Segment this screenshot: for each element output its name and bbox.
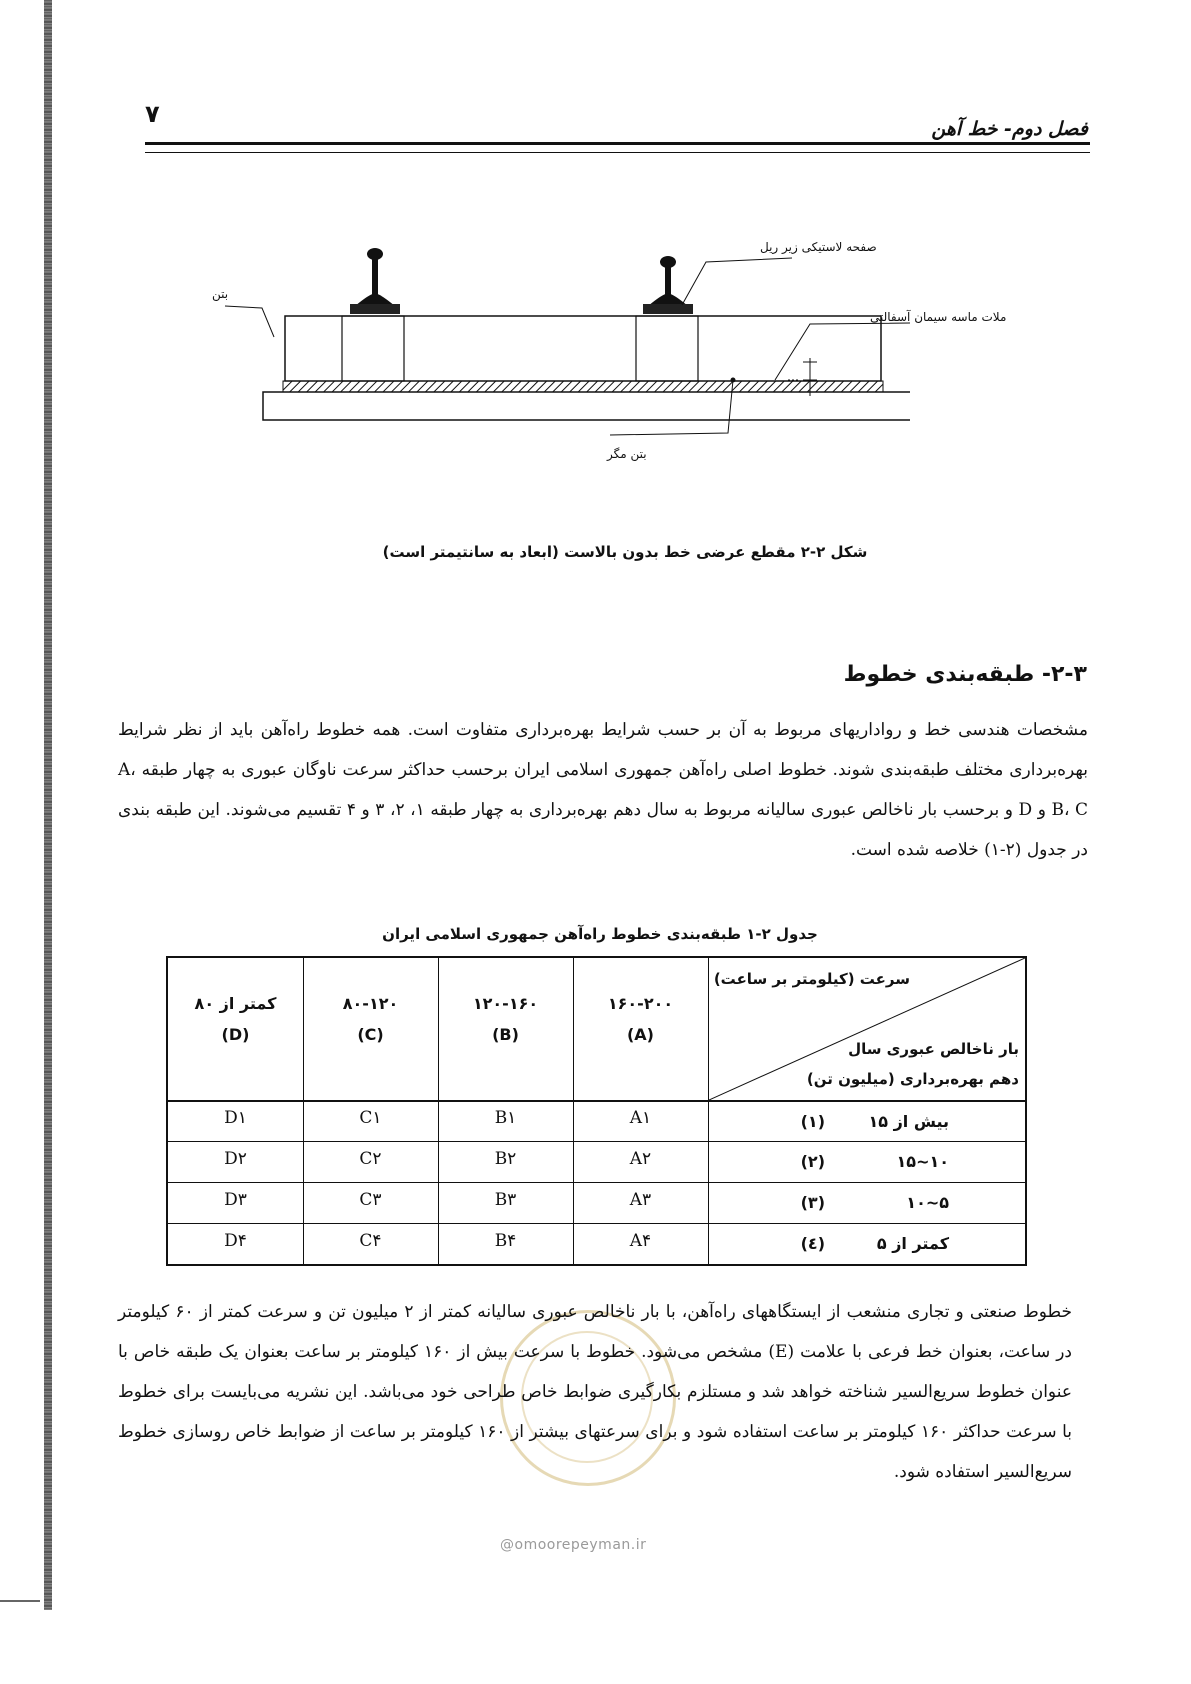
class-cell-d1: D۱ — [224, 1108, 247, 1128]
site-watermark: @omoorepeyman.ir — [500, 1537, 647, 1553]
header-rule — [145, 142, 1090, 145]
speed-header-a: ۱۶۰-۲۰۰ (A) — [607, 994, 674, 1044]
chapter-title: فصل دوم- خط آهن — [931, 118, 1088, 140]
class-cell-a4: A۴ — [629, 1231, 652, 1251]
class-cell-c1: C۱ — [359, 1108, 382, 1128]
load-index-3: (۳) — [800, 1193, 825, 1212]
load-index-4: (٤) — [800, 1234, 825, 1253]
scan-edge-mark — [0, 1600, 40, 1602]
label-asphalt-mortar: ملات ماسه سیمان آسفالتی — [870, 310, 1007, 324]
class-cell-a1: A۱ — [629, 1108, 652, 1128]
header-rule-thin — [145, 152, 1090, 153]
label-rubber-pad: صفحه لاستیکی زیر ریل — [760, 240, 877, 254]
table-caption: جدول ۲-۱ طبقه‌بندی خطوط راه‌آهن جمهوری اسلامی ایران — [382, 925, 818, 943]
class-cell-c3: C۳ — [359, 1190, 382, 1210]
label-concrete: بتن — [212, 287, 229, 301]
class-cell-c2: C۲ — [359, 1149, 382, 1169]
class-cell-b1: B۱ — [494, 1108, 517, 1128]
load-range-4: کمتر از ۵ — [876, 1234, 949, 1253]
class-cell-b3: B۳ — [494, 1190, 517, 1210]
corner-load-label-2: دهم بهره‌برداری (میلیون تن) — [806, 1070, 1019, 1088]
load-index-2: (۲) — [800, 1152, 825, 1171]
page-number: ۷ — [145, 100, 160, 128]
class-cell-a3: A۳ — [629, 1190, 652, 1210]
class-cell-d4: D۴ — [224, 1231, 247, 1251]
classification-table — [166, 956, 1027, 1266]
concrete-slab — [285, 316, 881, 381]
asphalt-mortar-layer — [283, 381, 883, 392]
corner-speed-label: سرعت (کیلومتر بر ساعت) — [713, 970, 910, 988]
paragraph-1: مشخصات هندسی خط و رواداریهای مربوط به آن بر حسب شرایط بهره‌برداری متفاوت است. همه خطوط راه‌آهن باید از نظر شرایط بهره‌برداری مختلف طبقه‌بندی شوند. خطوط اصلی راه‌آهن جمهوری اسلامی ایران برحسب حداکثر سرعت ناوگان عبوری به چهار طبقه A، B، C و D و برحسب بار ناخالص عبوری سالیانه مربوط به سال دهم بهره‌برداری به چهار طبقه ۱، ۲، ۳ و ۴ تقسیم می‌شوند. این طبقه بندی در جدول (۲-۱) خلاصه شده است. — [118, 720, 1088, 860]
class-cell-a2: A۲ — [629, 1149, 652, 1169]
speed-header-c: ۸۰-۱۲۰ (C) — [342, 994, 399, 1044]
label-lean-concrete: بتن مگر — [607, 447, 647, 461]
leader-concrete — [225, 306, 274, 337]
paragraph-2: خطوط صنعتی و تجاری منشعب از ایستگاههای راه‌آهن، با بار ناخالص عبوری سالیانه کمتر از ۲ میلیون تن و سرعت کمتر از ۶۰ کیلومتر در ساعت، بعنوان خط فرعی با علامت (E) مشخص می‌شود. خطوط با سرعت بیش از ۱۶۰ کیلومتر بر ساعت بعنوان یک طبقه خاص با عنوان خطوط سریع‌السیر شناخته خواهد شد و مستلزم بکارگیری ضوابط خاص طراحی خود می‌باشد. این نشریه می‌بایست برای خطوط با سرعت حداکثر ۱۶۰ کیلومتر بر ساعت استفاده شود و برای سرعتهای بیشتر از ۱۶۰ کیلومتر بر ساعت از ضوابط خاص روسازی خطوط سریع‌السیر استفاده شود. — [118, 1302, 1073, 1482]
load-range-3: ۵~۱۰ — [906, 1193, 949, 1212]
load-range-2: ۱۰~۱۵ — [896, 1152, 949, 1171]
figure-caption: شکل ۲-۲ مقطع عرضی خط بدون بالاست (ابعاد به سانتیمتر است) — [382, 543, 868, 561]
class-cell-b2: B۲ — [494, 1149, 517, 1169]
class-cell-d2: D۲ — [224, 1149, 247, 1169]
speed-header-b: ۱۲۰-۱۶۰ (B) — [472, 994, 539, 1044]
section-heading: ۲-۳- طبقه‌بندی خطوط — [843, 662, 1087, 687]
lean-concrete-slab — [263, 392, 910, 420]
scan-binding-edge — [44, 0, 52, 1610]
rail-left — [350, 248, 400, 314]
speed-header-d: کمتر از ۸۰ (D) — [194, 994, 277, 1044]
load-index-1: (۱) — [800, 1112, 825, 1131]
class-cell-c4: C۴ — [359, 1231, 382, 1251]
rail-right — [643, 256, 693, 314]
load-range-1: بیش از ۱۵ — [868, 1112, 949, 1131]
class-cell-d3: D۳ — [224, 1190, 247, 1210]
leader-rubber-pad — [682, 258, 792, 305]
corner-load-label-1: بار ناخالص عبوری سال — [848, 1040, 1019, 1058]
class-cell-b4: B۴ — [494, 1231, 517, 1251]
